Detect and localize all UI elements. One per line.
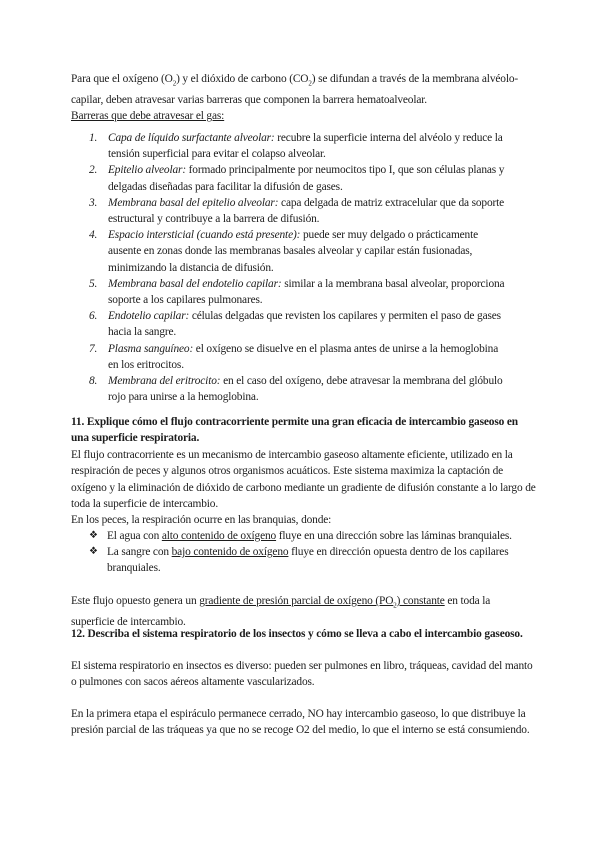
barrier-term: Plasma sanguíneo:	[108, 342, 194, 355]
list-item	[71, 227, 511, 276]
barriers-list	[71, 130, 511, 405]
list-item	[71, 544, 516, 576]
bullet-underlined: bajo contenido de oxígeno	[171, 546, 289, 559]
list-number: 1.	[89, 132, 98, 144]
intro-text-1: Para que el oxígeno (O	[71, 73, 173, 85]
list-number: 3.	[89, 196, 98, 209]
barrier-text: capa delgada de matriz extracelular que da soporte estructural y contribuye a la barrera de difusión.	[108, 196, 505, 226]
barrier-text: en el caso del oxígeno, debe atravesar la membrana del glóbulo rojo para unirse a la hemoglobina.	[108, 375, 503, 404]
list-number: 5.	[89, 277, 98, 290]
bullet-underlined: alto contenido de oxígeno	[161, 530, 277, 542]
q12-paragraph-1: El sistema respiratorio en insectos es diverso: pueden ser pulmones en libro, tráqueas, cavidad del manto o pulmones con sacos aéreos altamente vascularizados.	[71, 660, 533, 689]
para3-underlined-text-2: ) constante	[396, 595, 445, 607]
barrier-term: Capa de líquido surfactante alveolar:	[108, 132, 275, 144]
intro-paragraph	[71, 71, 536, 125]
barrier-text: células delgadas que revisten los capilares y permiten el paso de gases hacia la sangre.	[108, 310, 501, 339]
para3-underlined-text: gradiente de presión parcial de oxígeno (PO	[199, 595, 394, 607]
q11-paragraph-3	[71, 593, 536, 630]
list-item	[71, 341, 511, 373]
list-item	[71, 308, 511, 340]
list-item	[71, 373, 511, 405]
barrier-term: Espacio intersticial (cuando está presente):	[108, 229, 301, 242]
list-number: 8.	[89, 375, 98, 388]
o2-subscript: 2	[172, 79, 177, 88]
list-number: 2.	[89, 164, 98, 177]
diamond-bullet-icon: ❖	[89, 546, 98, 558]
para3-text: Este flujo opuesto genera un	[71, 595, 200, 607]
bullet-text: fluye en una dirección sobre las láminas branquiales.	[276, 530, 512, 542]
diamond-bullet-icon: ❖	[89, 530, 98, 541]
list-item	[71, 276, 511, 308]
barriers-heading: Barreras que debe atravesar el gas:	[71, 110, 225, 123]
intro-text-2: ) y el dióxido de carbono (CO	[176, 73, 309, 85]
q11-heading: 11. Explique cómo el flujo contracorriente permite una gran eficacia de intercambio gaseoso en una superficie respiratoria.	[71, 416, 518, 445]
po2-subscript: 2	[393, 601, 397, 610]
list-item	[71, 162, 511, 194]
barrier-term: Membrana basal del endotelio capilar:	[108, 277, 282, 290]
list-number: 7.	[89, 342, 98, 355]
barrier-term: Membrana basal del epitelio alveolar:	[108, 196, 279, 209]
q11-bullet-list	[71, 528, 516, 577]
bullet-text: fluye en dirección opuesta dentro de los capilares branquiales.	[107, 546, 509, 575]
list-number: 6.	[89, 310, 98, 323]
list-number: 4.	[89, 229, 98, 242]
barrier-text: recubre la superficie interna del alvéolo y reduce la tensión superficial para evitar el colapso alveolar.	[108, 132, 503, 161]
barrier-text: formado principalmente por neumocitos tipo I, que son células planas y delgadas diseñadas para facilitar la difusión de gases.	[108, 164, 505, 193]
q12-heading: 12. Describa el sistema respiratorio de los insectos y cómo se lleva a cabo el intercambio gaseoso.	[71, 628, 523, 640]
para3-text-end: en toda la superficie de intercambio.	[71, 595, 491, 628]
barrier-term: Endotelio capilar:	[108, 310, 190, 323]
q12-paragraph-2: En la primera etapa el espiráculo permanece cerrado, NO hay intercambio gaseoso, lo que distribuye la presión parcial de las tráqueas ya que no se recoge O2 del medio, lo que el interno se está consumiendo.	[71, 708, 530, 737]
barrier-text: el oxígeno se disuelve en el plasma antes de unirse a la hemoglobina en los eritrocitos.	[108, 342, 499, 371]
barrier-term: Membrana del eritrocito:	[108, 375, 221, 388]
barrier-text: puede ser muy delgado o prácticamente ausente en zonas donde las membranas basales alveolar y capilar están fusionadas, minimizando la distancia de difusión.	[108, 229, 479, 274]
barrier-term: Epitelio alveolar:	[108, 164, 186, 177]
q11-paragraph-2: En los peces, la respiración ocurre en las branquias, donde:	[71, 514, 332, 526]
intro-text-3: ) se difundan a través de la membrana alvéolo-capilar, deben atravesar varias barreras que componen la barrera hematoalveolar.	[71, 73, 519, 106]
pressure-gradient-underlined	[199, 595, 445, 610]
bullet-text: La sangre con	[107, 546, 172, 559]
barrier-text: similar a la membrana basal alveolar, proporciona soporte a los capilares pulmonares.	[108, 277, 505, 307]
list-item	[71, 528, 516, 544]
list-item	[71, 130, 511, 162]
q11-paragraph-1: El flujo contracorriente es un mecanismo de intercambio gaseoso altamente eficiente, utilizado en la respiración de peces y algunos otros organismos acuáticos. Este sistema maximiza la captación de oxígeno y la eliminación de dióxido de carbono mediante un gradiente de difusión constante a lo largo de toda la superficie de intercambio.	[71, 449, 536, 511]
bullet-text: El agua con	[107, 530, 162, 542]
co2-subscript: 2	[308, 79, 312, 88]
list-item	[71, 195, 511, 227]
